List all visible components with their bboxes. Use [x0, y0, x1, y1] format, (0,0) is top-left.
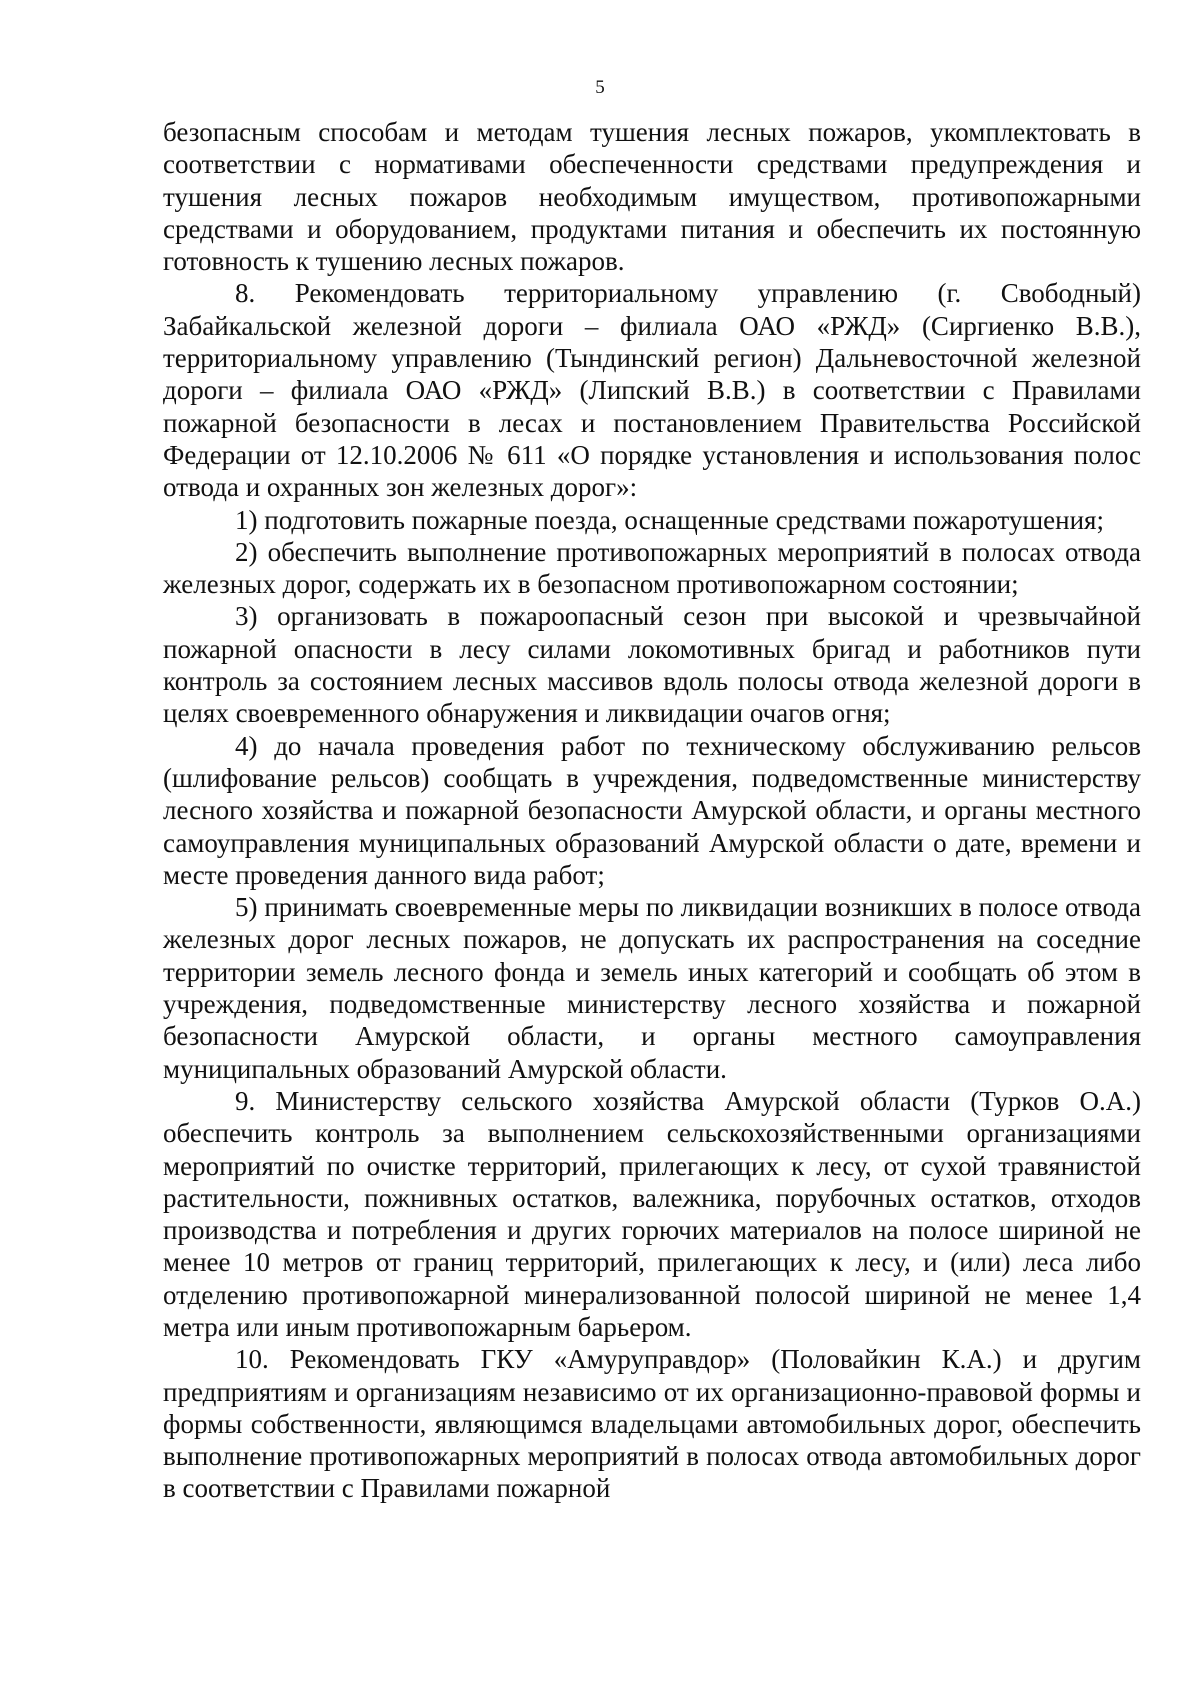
paragraph-item-8: 8. Рекомендовать территориальному управлению (г. Свободный) Забайкальской железной дороги – филиала ОАО «РЖД» (Сиргиенко В.В.), территориальному управлению (Тындинский регион) Дальневосточной железной дороги – филиала ОАО «РЖД» (Липский В.В.) в соответствии с Правилами пожарной безопасности в лесах и постановлением Правительства Российской Федерации от 12.10.2006 № 611 «О порядке установления и использования полос отвода и охранных зон железных дорог»:	[163, 278, 1141, 503]
paragraph-continuation: безопасным способам и методам тушения лесных пожаров, укомплектовать в соответствии с нормативами обеспеченности средствами предупреждения и тушения лесных пожаров необходимым имуществом, противопожарными средствами и оборудованием, продуктами питания и обеспечить их постоянную готовность к тушению лесных пожаров.	[163, 117, 1141, 277]
subitem-8-5: 5) принимать своевременные меры по ликвидации возникших в полосе отвода железных дорог лесных пожаров, не допускать их распространения на соседние территории земель лесного фонда и земель иных категорий и сообщать об этом в учреждения, подведомственные министерству лесного хозяйства и пожарной безопасности Амурской области, и органы местного самоуправления муниципальных образований Амурской области.	[163, 892, 1141, 1084]
paragraph-item-9: 9. Министерству сельского хозяйства Амурской области (Турков О.А.) обеспечить контроль за выполнением сельскохозяйственными организациями мероприятий по очистке территорий, прилегающих к лесу, от сухой травянистой растительности, пожнивных остатков, валежника, порубочных остатков, отходов производства и потребления и других горючих материалов на полосе шириной не менее 10 метров от границ территорий, прилегающих к лесу, и (или) леса либо отделению противопожарной минерализованной полосой шириной не менее 1,4 метра или иным противопожарным барьером.	[163, 1085, 1141, 1342]
subitem-8-2: 2) обеспечить выполнение противопожарных мероприятий в полосах отвода железных дорог, содержать их в безопасном противопожарном состоянии;	[163, 536, 1141, 600]
paragraph-item-10: 10. Рекомендовать ГКУ «Амуруправдор» (Половайкин К.А.) и другим предприятиям и организациям независимо от их организационно-правовой формы и формы собственности, являющимся владельцами автомобильных дорог, обеспечить выполнение противопожарных мероприятий в полосах отвода автомобильных дорог в соответствии с Правилами пожарной	[163, 1344, 1141, 1504]
subitem-8-1: 1) подготовить пожарные поезда, оснащенные средствами пожаротушения;	[235, 504, 1104, 535]
page-number: 5	[595, 77, 605, 98]
subitem-8-4: 4) до начала проведения работ по техническому обслуживанию рельсов (шлифование рельсов) сообщать в учреждения, подведомственные министерству лесного хозяйства и пожарной безопасности Амурской области, и органы местного самоуправления муниципальных образований Амурской области о дате, времени и месте проведения данного вида работ;	[163, 730, 1141, 890]
subitem-8-3: 3) организовать в пожароопасный сезон при высокой и чрезвычайной пожарной опасности в лесу силами локомотивных бригад и работников пути контроль за состоянием лесных массивов вдоль полосы отвода железной дороги в целях своевременного обнаружения и ликвидации очагов огня;	[163, 601, 1141, 729]
document-body	[163, 116, 1141, 1505]
